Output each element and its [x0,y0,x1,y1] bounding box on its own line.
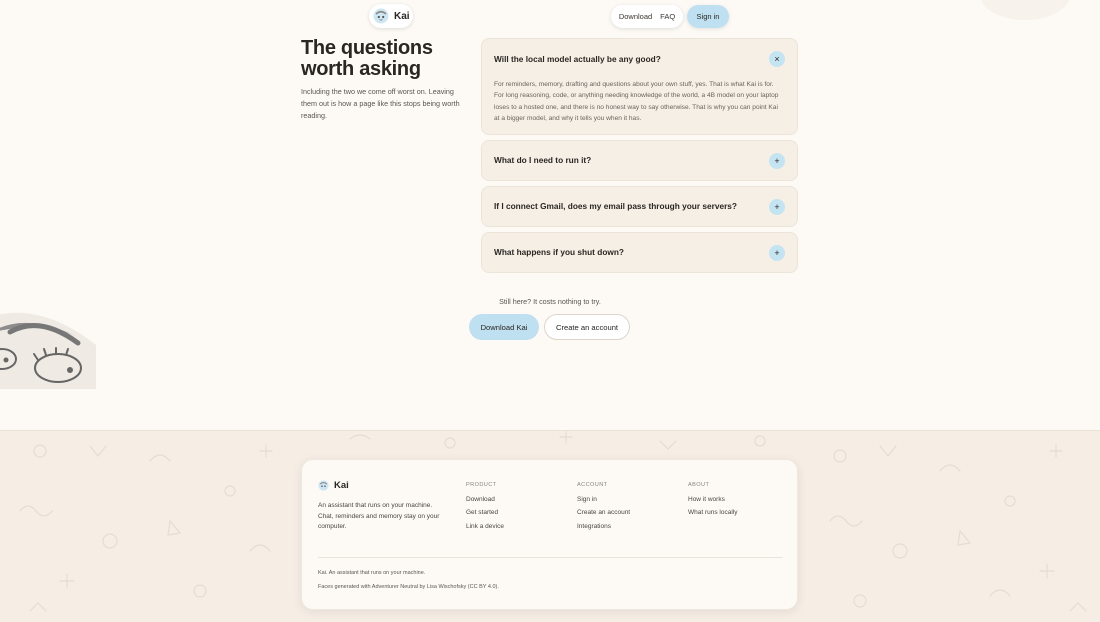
cta-text: Still here? It costs nothing to try. [499,297,601,306]
brand-name: Kai [394,10,410,22]
faq-question: What happens if you shut down? [494,247,624,257]
footer-link-how-it-works[interactable]: How it works [688,496,725,503]
faq-item-requirements[interactable] [481,140,798,181]
footer-link-sign-in[interactable]: Sign in [577,496,597,503]
nav-download-link[interactable]: Download [618,12,653,21]
footer-link-integrations[interactable]: Integrations [577,522,611,530]
footer-card [301,459,798,610]
faq-question: What do I need to run it? [494,155,592,165]
footer-credit: Faces generated with Adventurer Neutral by Lisa Wischofsky (CC BY 4.0). [318,584,499,590]
footer-column-heading: ABOUT [688,482,710,488]
footer-brand-name: Kai [334,480,349,491]
plus-icon[interactable]: + [769,199,785,215]
footer-column-heading: ACCOUNT [577,482,608,488]
faq-question: If I connect Gmail, does my email pass through your servers? [494,201,737,211]
faq-question: Will the local model actually be any good? [494,54,661,64]
brand-home-link[interactable] [369,4,413,28]
close-icon[interactable]: × [769,51,785,67]
footer-link-what-runs-locally[interactable]: What runs locally [688,509,738,517]
footer-column-heading: PRODUCT [466,482,497,488]
page-subtitle: Including the two we come off worst on. Leaving them out is how a page like this stops being worth reading. [301,87,460,120]
faq-item-shutdown[interactable] [481,232,798,273]
footer-link-get-started[interactable]: Get started [466,509,499,517]
faq-item-gmail[interactable] [481,186,798,227]
sign-in-button[interactable]: Sign in [687,5,729,28]
footer-column-account [577,482,630,536]
download-kai-button[interactable]: Download Kai [469,314,539,340]
footer-tagline: Kai. An assistant that runs on your machine. [318,570,426,576]
footer-divider [318,557,783,558]
top-nav [611,5,683,28]
faq-answer: For reminders, memory, drafting and questions about your own stuff, yes. That is what Kai is for. For long reasoning, code, or anything needing knowledge of the world, a 4B model on your laptop loses to a hosted one, and there is no honest way to say otherwise. That is why you can point Kai at a bigger model, and why it tells you when it has. [494,81,779,123]
nav-faq-link[interactable]: FAQ [660,12,676,21]
plus-icon[interactable]: + [769,245,785,261]
kai-face-icon [318,480,329,491]
footer-link-create-account[interactable]: Create an account [577,509,631,517]
create-account-button[interactable]: Create an account [544,314,630,340]
footer-column-about [688,482,738,523]
footer-column-product [466,482,504,536]
faq-item-local-model[interactable] [481,38,798,135]
page-title: The questions worth asking [301,37,433,80]
footer-link-link-device[interactable]: Link a device [466,522,504,530]
corner-decoration [980,0,1070,20]
footer-description: An assistant that runs on your machine. Chat, reminders and memory stay on your computer. [318,502,440,530]
footer-brand[interactable] [318,480,349,491]
plus-icon[interactable]: + [769,153,785,169]
mascot-face-illustration [0,305,96,389]
footer-link-download[interactable]: Download [466,496,495,503]
kai-face-icon [373,8,389,24]
